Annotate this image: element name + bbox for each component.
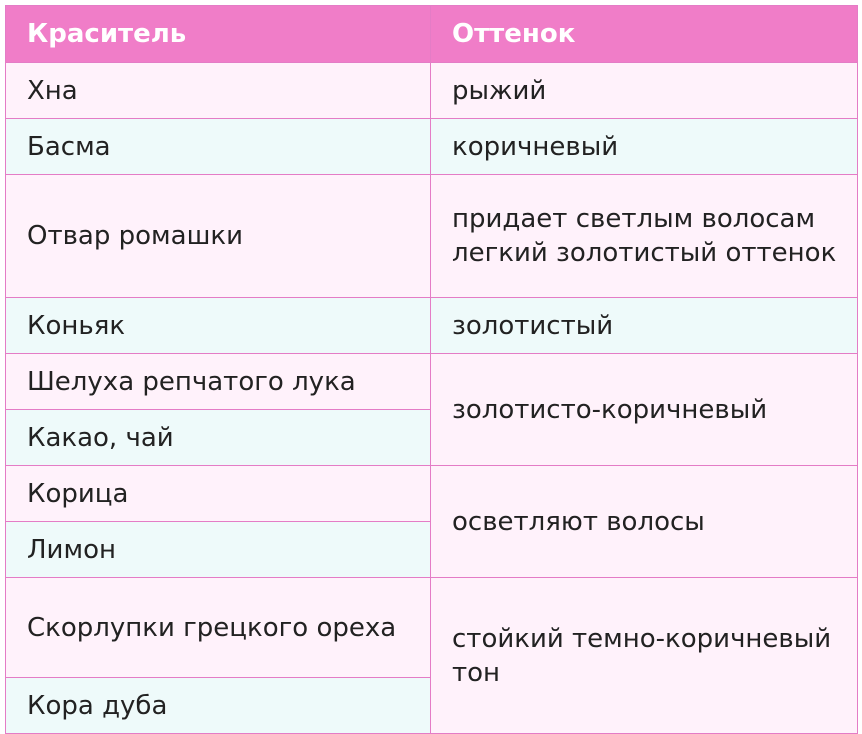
table-row: [6, 119, 858, 175]
shade-cell: придает светлым волосам легкий золотистый оттенок: [431, 175, 858, 298]
dye-cell: Шелуха репчатого лука: [6, 354, 431, 410]
dye-cell: Корица: [6, 466, 431, 522]
table-row: [6, 298, 858, 354]
shade-cell: рыжий: [431, 63, 858, 119]
table-row: [6, 578, 858, 678]
dye-table: [5, 5, 858, 734]
shade-cell: золотисто-коричневый: [431, 354, 858, 466]
table-row: [6, 354, 858, 410]
dye-cell: Скорлупки грецкого ореха: [6, 578, 431, 678]
table-row: [6, 63, 858, 119]
dye-cell: Лимон: [6, 522, 431, 578]
dye-cell: Басма: [6, 119, 431, 175]
shade-cell: осветляют волосы: [431, 466, 858, 578]
shade-cell: золотистый: [431, 298, 858, 354]
header-shade: Оттенок: [431, 6, 858, 63]
table-row: [6, 175, 858, 298]
header-dye: Краситель: [6, 6, 431, 63]
shade-cell: стойкий темно-коричневый тон: [431, 578, 858, 734]
dye-cell: Отвар ромашки: [6, 175, 431, 298]
dye-cell: Кора дуба: [6, 678, 431, 734]
table-header-row: [6, 6, 858, 63]
table-row: [6, 466, 858, 522]
dye-cell: Какао, чай: [6, 410, 431, 466]
shade-cell: коричневый: [431, 119, 858, 175]
dye-cell: Коньяк: [6, 298, 431, 354]
dye-cell: Хна: [6, 63, 431, 119]
